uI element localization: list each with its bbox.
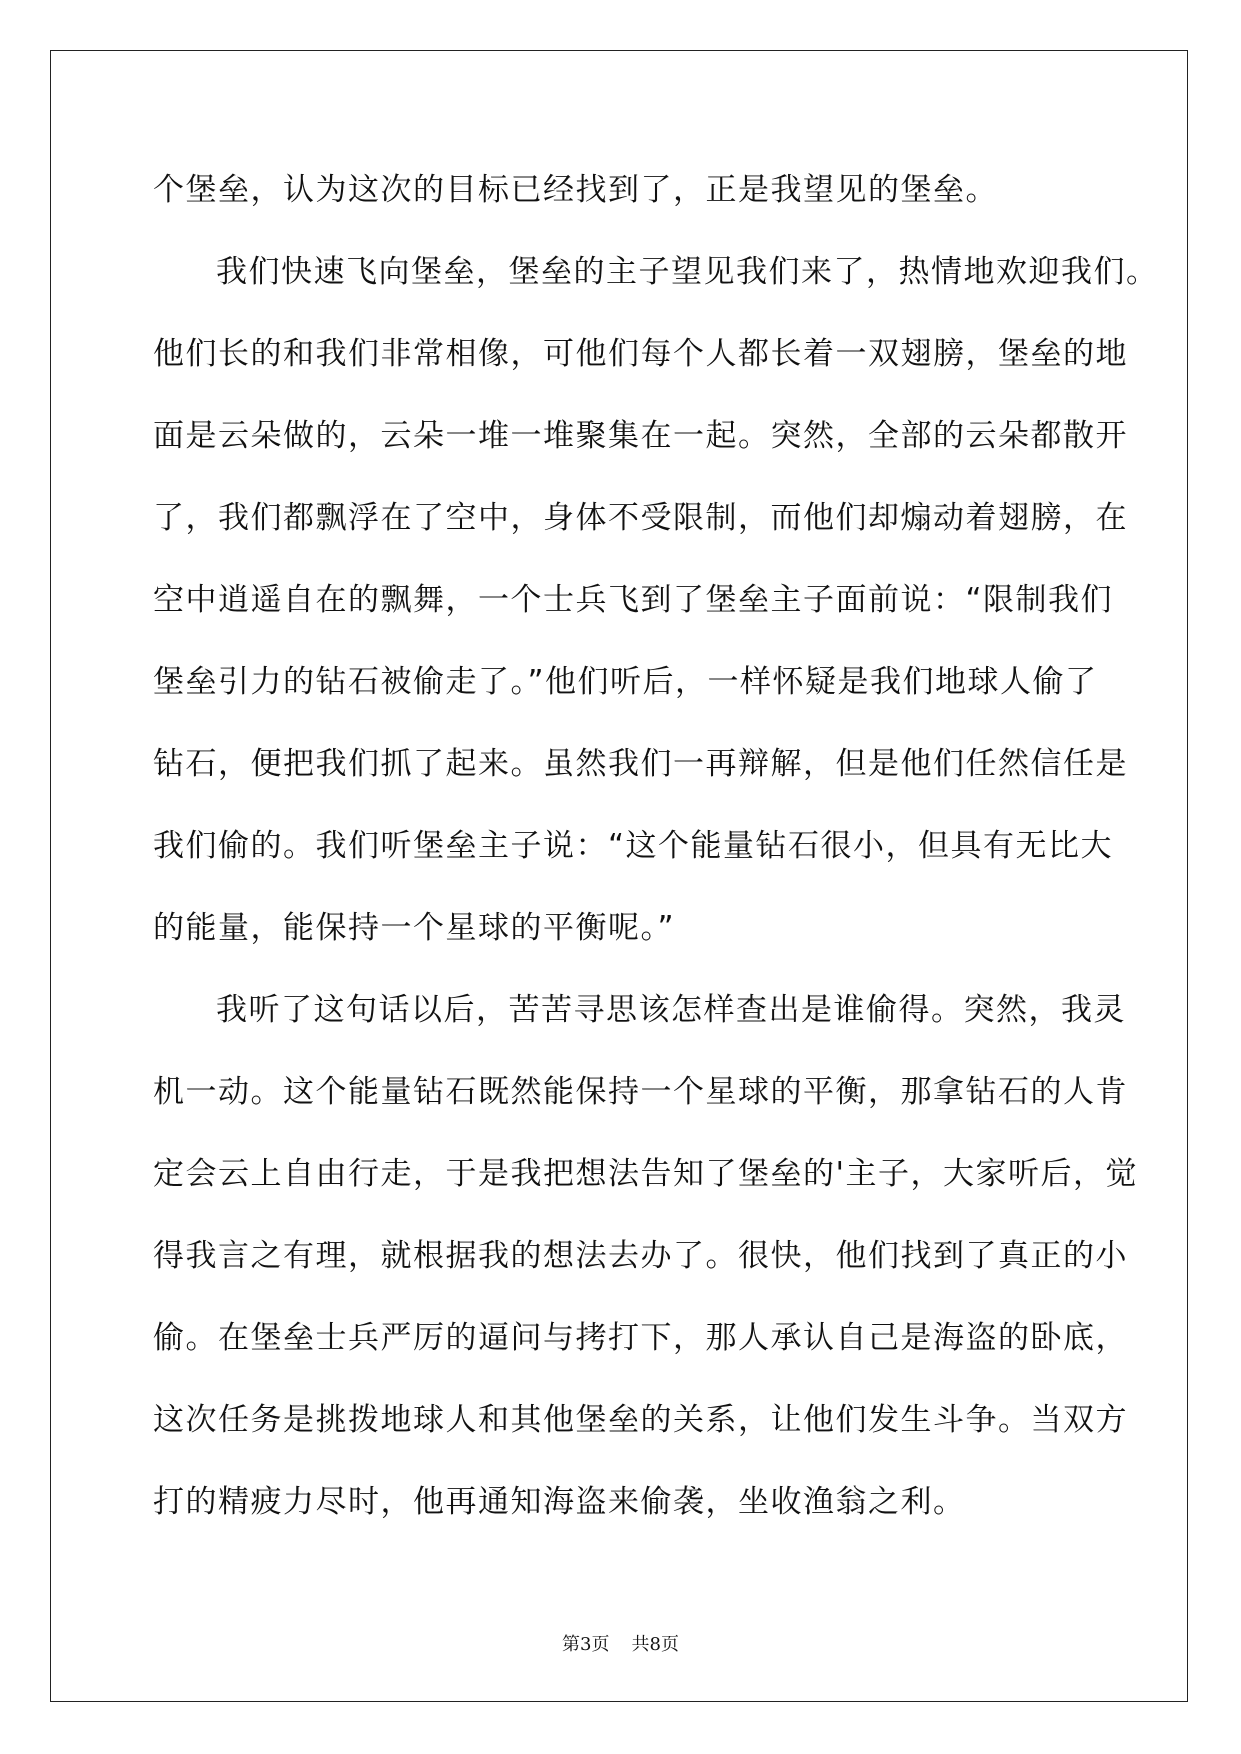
paragraph-first-line: 我们快速飞向堡垒，堡垒的主子望见我们来了，热情地欢迎我们。 <box>216 254 1159 290</box>
page-number: 第3页 <box>562 1634 610 1655</box>
text-line: 堡垒引力的钻石被偷走了。”他们听后，一样怀疑是我们地球人偷了 <box>153 664 1098 700</box>
text-line: 我们偷的。我们听堡垒主子说：“这个能量钻石很小，但具有无比大 <box>153 828 1114 864</box>
text-line: 面是云朵做的，云朵一堆一堆聚集在一起。突然，全部的云朵都散开 <box>153 418 1128 454</box>
text-line: 钻石，便把我们抓了起来。虽然我们一再辩解，但是他们任然信任是 <box>153 746 1128 782</box>
text-line: 打的精疲力尽时，他再通知海盗来偷袭，坐收渔翁之利。 <box>153 1484 966 1520</box>
text-line: 机一动。这个能量钻石既然能保持一个星球的平衡，那拿钻石的人肯 <box>153 1074 1128 1110</box>
page-footer <box>0 1633 1241 1657</box>
text-line: 偷。在堡垒士兵严厉的逼问与拷打下，那人承认自己是海盗的卧底， <box>153 1320 1128 1356</box>
text-line: 个堡垒，认为这次的目标已经找到了，正是我望见的堡垒。 <box>153 172 998 208</box>
page-border <box>50 50 1188 1702</box>
text-line: 定会云上自由行走，于是我把想法告知了堡垒的'主子，大家听后，觉 <box>153 1156 1139 1192</box>
text-line: 的能量，能保持一个星球的平衡呢。” <box>153 910 676 946</box>
text-line: 空中逍遥自在的飘舞，一个士兵飞到了堡垒主子面前说：“限制我们 <box>153 582 1114 618</box>
paragraph-first-line: 我听了这句话以后，苦苦寻思该怎样查出是谁偷得。突然，我灵 <box>216 992 1126 1028</box>
text-line: 这次任务是挑拨地球人和其他堡垒的关系，让他们发生斗争。当双方 <box>153 1402 1128 1438</box>
text-line: 了，我们都飘浮在了空中，身体不受限制，而他们却煽动着翅膀，在 <box>153 500 1128 536</box>
text-line: 他们长的和我们非常相像，可他们每个人都长着一双翅膀，堡垒的地 <box>153 336 1128 372</box>
text-line: 得我言之有理，就根据我的想法去办了。很快，他们找到了真正的小 <box>153 1238 1128 1274</box>
page-total: 共8页 <box>631 1634 679 1655</box>
